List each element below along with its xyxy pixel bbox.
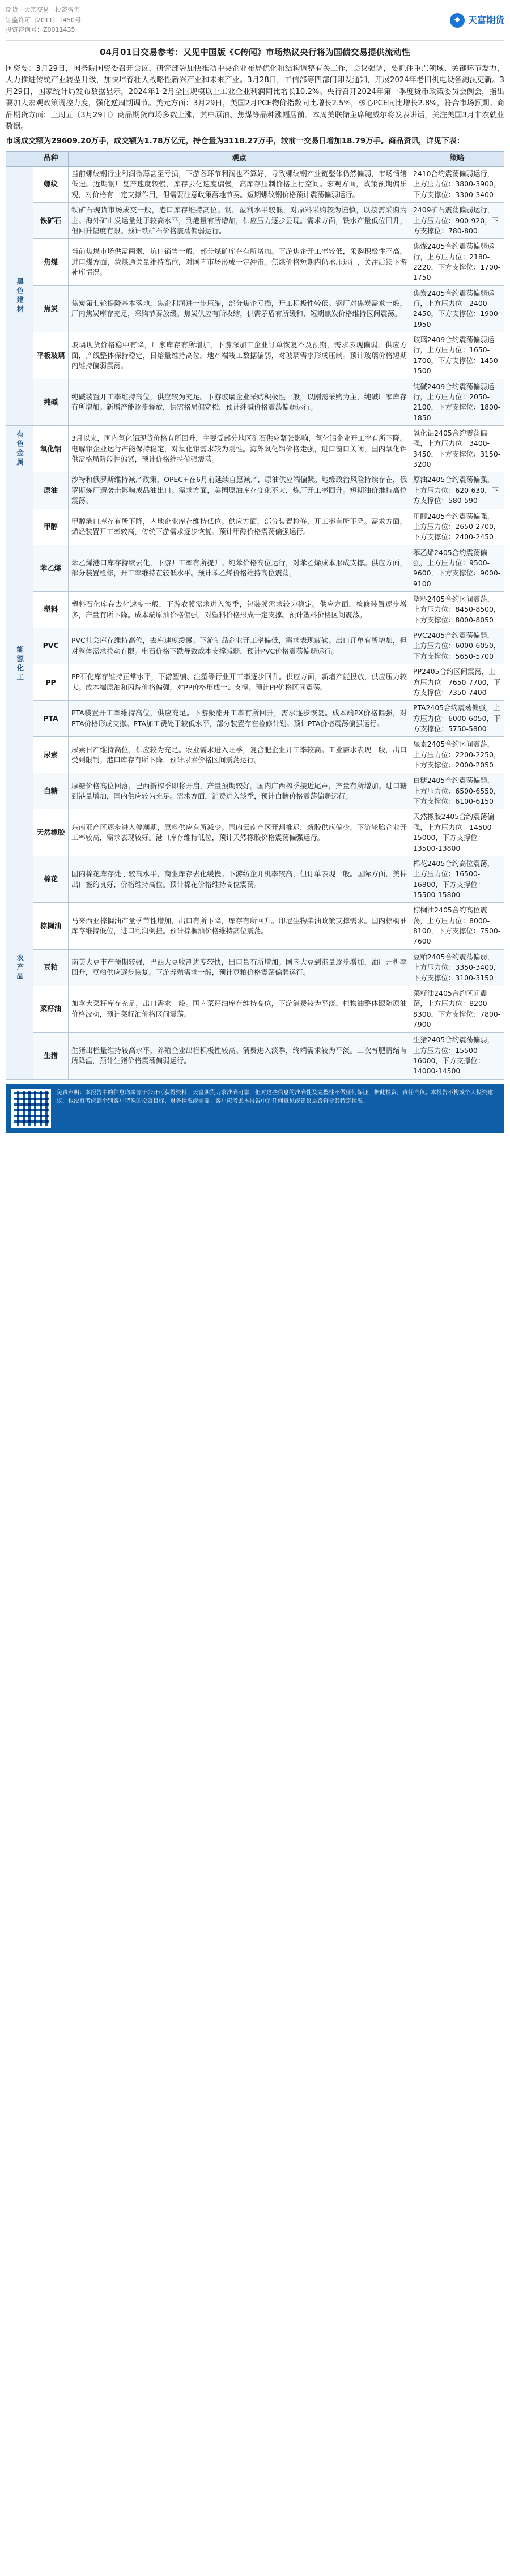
sector-cell: 有色金属 bbox=[6, 425, 33, 472]
variety-cell: 纯碱 bbox=[33, 379, 69, 425]
strategy-cell: 玻璃2409合约震荡偏弱运行，上方压力位：1650-1700，下方支撑位：1450-1500 bbox=[410, 332, 504, 379]
strategy-cell: 天然橡胶2405合约震荡偏强，上方压力位：14500-15000，下方支撑位：13500-13800 bbox=[410, 809, 504, 856]
view-cell: 东南亚产区逐步进入停割期，原料供应有所减少。国内云南产区开割推迟，新胶供应偏少。下游轮胎企业开工率较高，需求表现较好。港口库存维持低位，预计天然橡胶价格震荡偏强运行。 bbox=[69, 809, 410, 856]
strategy-cell: 塑料2405合约区间震荡，上方压力位：8450-8500，下方支撑位：8000-8050 bbox=[410, 592, 504, 628]
variety-cell: 螺纹 bbox=[33, 167, 69, 203]
strategy-cell: 豆粕2405合约震荡偏弱，上方压力位：3350-3400，下方支撑位：3100-3150 bbox=[410, 949, 504, 986]
variety-cell: 天然橡胶 bbox=[33, 809, 69, 856]
view-cell: 当前螺纹钢行业利润微薄甚至亏损，下游各环节利润也不算好，导致螺纹钢产业链整体仍然偏弱，市场情绪低迷。近期钢厂复产速度较慢，库存去化速度偏慢，高库存压制价格上行空间。宏观方面，政策预期偏乐观，对价格有一定支撑作用，但需要注意政策落地节奏。短期螺纹钢价格预计震荡偏弱运行。 bbox=[69, 167, 410, 203]
overview-paragraph: 国资要：3月29日，国务院国资委召开会议，研究部署加快推动中央企业布局优化和结构调整有关工作，会议强调，要抓住重点领域、关键环节发力，大力推进传统产业转型升级，加快培育壮大战略性新兴产业和未来产业。3月28日，工信部等四部门印发通知，开展2024年老旧机电设备淘汰更新。3月29日，国家统计局发布数据显示，2024年1-2月全国规模以上工业企业利润同比增长10.2%。央行召开2024年第一季度货币政策委员会例会，指出要加大宏观政策调控力度，强化逆周期调节。美元方面：3月29日，美国2月PCE物价指数同比增长2.5%，核心PCE同比增长2.8%，符合市场预期。商品期货方面：上周五（3月29日）商品期货市场多数上涨，其中原油、焦煤等品种涨幅居前。本周美联储主席鲍威尔将发表讲话，关注美国3月非农就业数据。 bbox=[6, 64, 504, 131]
variety-cell: 棉花 bbox=[33, 856, 69, 902]
header-meta-line: 证监许可〔2011〕1450号 bbox=[6, 16, 81, 24]
view-cell: 原糖价格高位回落，巴西新榨季即将开启，产量预期较好。国内广西榨季接近尾声，产量有所增加。进口糖到港量增加，国内供应较为充足。需求方面，消费进入淡季，预计白糖价格震荡偏弱运行。 bbox=[69, 773, 410, 809]
table-row bbox=[6, 472, 504, 509]
header-meta bbox=[6, 5, 81, 35]
view-cell: 焦炭第七轮提降基本落地，焦企利润进一步压缩，部分焦企亏损，开工积极性较低。钢厂对焦炭需求一般，厂内焦炭库存充足，采购节奏放缓。焦炭供应有所收缩，供需矛盾有所缓和，短期焦炭价格维持区间震荡。 bbox=[69, 285, 410, 332]
column-header-variety: 品种 bbox=[33, 152, 69, 167]
strategy-cell: 棕榈油2405合约高位震荡，上方压力位：8000-8100，下方支撑位：7500-7600 bbox=[410, 903, 504, 949]
table-row bbox=[6, 425, 504, 472]
variety-cell: PTA bbox=[33, 701, 69, 737]
column-header-strategy: 策略 bbox=[410, 152, 504, 167]
view-cell: 生猪出栏量维持较高水平，养殖企业出栏积极性较高。消费进入淡季，终端需求较为平淡。二次育肥情绪有所降温，预计生猪价格震荡偏弱运行。 bbox=[69, 1033, 410, 1079]
brand-icon: ◆ bbox=[450, 13, 465, 28]
table-row bbox=[6, 332, 504, 379]
strategy-cell: 氧化铝2405合约震荡偏强，上方压力位：3400-3450，下方支撑位：3150-3200 bbox=[410, 425, 504, 472]
table-row bbox=[6, 986, 504, 1032]
variety-cell: 尿素 bbox=[33, 737, 69, 773]
table-body bbox=[6, 167, 504, 1080]
view-cell: 甲醇港口库存有所下降，内地企业库存维持低位。供应方面，部分装置检修，开工率有所下降。需求方面，烯烃装置开工率较高，传统下游需求逐步恢复。预计甲醇价格震荡偏强运行。 bbox=[69, 509, 410, 545]
variety-cell: 白糖 bbox=[33, 773, 69, 809]
strategy-cell: 尿素2405合约区间震荡，上方压力位：2200-2250，下方支撑位：2000-2050 bbox=[410, 737, 504, 773]
brand-logo bbox=[450, 13, 504, 28]
view-cell: PTA装置开工率维持高位，供应充足。下游聚酯开工率有所回升，需求逐步恢复。成本端PX价格偏强，对PTA价格形成支撑。PTA加工费处于较低水平，部分装置存在检修计划。预计PTA价格震荡偏强运行。 bbox=[69, 701, 410, 737]
column-header-view: 观点 bbox=[69, 152, 410, 167]
table-row bbox=[6, 167, 504, 203]
table-row bbox=[6, 203, 504, 239]
strategy-cell: 生猪2405合约震荡偏弱，上方压力位：15500-16000，下方支撑位：14000-14500 bbox=[410, 1033, 504, 1079]
variety-cell: 塑料 bbox=[33, 592, 69, 628]
table-row bbox=[6, 509, 504, 545]
variety-cell: 焦煤 bbox=[33, 239, 69, 285]
view-cell: PVC社会库存维持高位，去库速度缓慢。下游制品企业开工率偏低，需求表现疲软。出口订单有所增加，但对整体需求拉动有限。电石价格下跌导致成本支撑减弱，预计PVC价格震荡偏弱运行。 bbox=[69, 628, 410, 664]
strategy-cell: 焦煤2405合约震荡偏弱运行，上方压力位：2180-2220，下方支撑位：1700-1750 bbox=[410, 239, 504, 285]
table-row bbox=[6, 773, 504, 809]
strategy-cell: PP2405合约区间震荡，上方压力位：7650-7700，下方支撑位：7350-7400 bbox=[410, 664, 504, 701]
table-row bbox=[6, 701, 504, 737]
strategy-cell: 纯碱2409合约震荡偏弱运行，上方压力位：2050-2100，下方支撑位：1800-1850 bbox=[410, 379, 504, 425]
sector-cell: 农产品 bbox=[6, 856, 33, 1079]
variety-cell: 原油 bbox=[33, 472, 69, 509]
strategy-cell: 焦炭2405合约震荡偏弱运行，上方压力位：2400-2450，下方支撑位：1900-1950 bbox=[410, 285, 504, 332]
commodity-table bbox=[6, 151, 504, 1080]
variety-cell: 氧化铝 bbox=[33, 425, 69, 472]
variety-cell: PP bbox=[33, 664, 69, 701]
qr-code-icon bbox=[11, 1089, 51, 1128]
strategy-cell: 苯乙烯2405合约震荡偏强，上方压力位：9500-9600，下方支撑位：9000-9100 bbox=[410, 545, 504, 591]
view-cell: 南美大豆丰产预期较强，巴西大豆收割进度较快，出口量有所增加。国内大豆到港量逐步增加，油厂开机率回升，豆粕供应逐步恢复。下游养殖需求一般，预计豆粕价格震荡偏弱运行。 bbox=[69, 949, 410, 986]
variety-cell: 甲醇 bbox=[33, 509, 69, 545]
table-row bbox=[6, 628, 504, 664]
header-meta-line: 投资咨询号：Z0011435 bbox=[6, 26, 75, 34]
brand-name: 天富期货 bbox=[468, 14, 504, 25]
strategy-cell: 甲醇2405合约震荡偏强，上方压力位：2650-2700，下方支撑位：2400-2450 bbox=[410, 509, 504, 545]
strategy-cell: 白糖2405合约震荡偏弱，上方压力位：6500-6550，下方支撑位：6100-6150 bbox=[410, 773, 504, 809]
table-row bbox=[6, 239, 504, 285]
table-row bbox=[6, 285, 504, 332]
view-cell: 纯碱装置开工率维持高位，供应较为充足。下游玻璃企业采购积极性一般，以刚需采购为主，纯碱厂家库存有所增加。新增产能逐步释放，供需格局偏宽松，预计纯碱价格震荡偏弱运行。 bbox=[69, 379, 410, 425]
view-cell: 沙特和俄罗斯维持减产政策，OPEC+在6月前延续自愿减产，原油供应端偏紧。地缘政治风险持续存在，俄罗斯炼厂遭袭击影响成品油出口。需求方面，美国原油库存变化不大，炼厂开工率回升。短期油价维持高位震荡。 bbox=[69, 472, 410, 509]
strategy-cell: 2410合约震荡偏弱运行，上方压力位：3800-3900，下方支撑位：3300-3400 bbox=[410, 167, 504, 203]
variety-cell: 焦炭 bbox=[33, 285, 69, 332]
table-row bbox=[6, 1033, 504, 1079]
variety-cell: 生猪 bbox=[33, 1033, 69, 1079]
strategy-cell: 菜籽油2405合约区间震荡，上方压力位：8200-8300，下方支撑位：7800-7900 bbox=[410, 986, 504, 1032]
variety-cell: 苯乙烯 bbox=[33, 545, 69, 591]
view-cell: 玻璃现货价格稳中有降，厂家库存有所增加，下游深加工企业订单恢复不及预期，需求表现偏弱。供应方面，产线整体保持稳定，日熔量维持高位。地产端竣工数据偏弱，对玻璃需求形成压制。预计玻璃价格短期内维持偏弱震荡。 bbox=[69, 332, 410, 379]
view-cell: 马来西亚棕榈油产量季节性增加，出口有所下降，库存有所回升。印尼生物柴油政策支撑需求。国内棕榈油库存维持低位，进口利润倒挂。预计棕榈油价格维持高位震荡。 bbox=[69, 903, 410, 949]
table-row bbox=[6, 379, 504, 425]
view-cell: PP石化库存维持正常水平，下游塑编、注塑等行业开工率逐步回升。供应方面，新增产能投放，供应压力较大。成本端原油和丙烷价格偏强，对PP价格形成一定支撑。预计PP价格区间震荡。 bbox=[69, 664, 410, 701]
variety-cell: 菜籽油 bbox=[33, 986, 69, 1032]
strategy-cell: 原油2405合约震荡偏强，上方压力位：620-630，下方支撑位：580-590 bbox=[410, 472, 504, 509]
column-header-sector bbox=[6, 152, 33, 167]
header-meta-line: 期货 · 大宗交易 · 投资咨询 bbox=[6, 6, 80, 14]
top-bar bbox=[6, 0, 504, 41]
variety-cell: PVC bbox=[33, 628, 69, 664]
table-row bbox=[6, 664, 504, 701]
table-row bbox=[6, 856, 504, 902]
variety-cell: 平板玻璃 bbox=[33, 332, 69, 379]
view-cell: 加拿大菜籽库存充足，出口需求一般。国内菜籽油库存维持高位，下游消费较为平淡。植物油整体跟随原油价格波动，预计菜籽油价格区间震荡。 bbox=[69, 986, 410, 1032]
sector-cell: 能源化工 bbox=[6, 472, 33, 856]
market-summary: 市场成交额为29609.20万手，成交额为1.78万亿元，持仓量为3118.27万手，较前一交易日增加18.79万手。商品资讯，详见下表： bbox=[6, 137, 465, 146]
table-row bbox=[6, 949, 504, 986]
view-cell: 尿素日产维持高位，供应较为充足。农业需求进入旺季，复合肥企业开工率较高。工业需求表现一般，出口受到限制。港口库存有所下降，预计尿素价格区间震荡运行。 bbox=[69, 737, 410, 773]
table-row bbox=[6, 903, 504, 949]
disclaimer-text: 免责声明：本报告中的信息均来源于公开可获得资料，天富期货力求准确可靠，但对这些信息的准确性及完整性不做任何保证，据此投资，责任自负。本报告不构成个人投资建议，也没有考虑到个别客户特殊的投资目标、财务状况或需要。客户应考虑本报告中的任何意见或建议是否符合其特定状况。 bbox=[57, 1089, 493, 1104]
strategy-cell: PVC2405合约震荡偏弱，上方压力位：6000-6050，下方支撑位：5650-5700 bbox=[410, 628, 504, 664]
sector-cell: 黑色建材 bbox=[6, 167, 33, 426]
view-cell: 国内棉花库存处于较高水平，商业库存去化缓慢。下游纺企开机率较高，但订单表现一般。国际方面，美棉出口签约良好，价格维持高位。预计棉花价格维持高位震荡。 bbox=[69, 856, 410, 902]
view-cell: 3月以来，国内氧化铝现货价格有所回升，主要受部分地区矿石供应紧张影响，氧化铝企业开工率有所下降。电解铝企业运行产能保持稳定，对氧化铝需求较为刚性。海外氧化铝价格走强，进口窗口关闭，国内氧化铝供需格局阶段性偏紧，预计价格维持偏强震荡。 bbox=[69, 425, 410, 472]
view-cell: 铁矿石现货市场成交一般，港口库存维持高位。钢厂盈利水平较低，对原料采购较为谨慎，以按需采购为主。海外矿山发运量处于较高水平，到港量有所增加，供应压力逐步显现。需求方面，铁水产量低位回升，但回升幅度有限。预计铁矿石价格震荡偏弱运行。 bbox=[69, 203, 410, 239]
view-cell: 苯乙烯港口库存持续去化，下游开工率有所提升。纯苯价格高位运行，对苯乙烯成本形成支撑。供应方面，部分装置检修，开工率维持在较低水平。预计苯乙烯价格维持高位震荡。 bbox=[69, 545, 410, 591]
table-row bbox=[6, 592, 504, 628]
table-row bbox=[6, 545, 504, 591]
table-row bbox=[6, 809, 504, 856]
variety-cell: 棕榈油 bbox=[33, 903, 69, 949]
table-row bbox=[6, 737, 504, 773]
footer bbox=[6, 1084, 504, 1133]
view-cell: 塑料石化库存去化速度一般，下游农膜需求进入淡季，包装膜需求较为稳定。供应方面，检修装置逐步增多，产量有所下降。成本端原油价格偏强，对塑料价格形成一定支撑。预计塑料价格区间震荡。 bbox=[69, 592, 410, 628]
table-header-row bbox=[6, 152, 504, 167]
page-title: 04月01日交易参考：又见中国版《C传闻》市场热议央行将为国债交易提供流动性 bbox=[100, 47, 410, 57]
strategy-cell: PTA2405合约震荡偏强，上方压力位：6000-6050，下方支撑位：5750-5800 bbox=[410, 701, 504, 737]
view-cell: 当前焦煤市场供需两弱，坑口销售一般，部分煤矿库存有所增加。下游焦企开工率较低，采购积极性不高。进口煤方面，蒙煤通关量维持高位，对国内市场形成一定冲击。焦煤价格短期内仍承压运行，关注后续下游补库情况。 bbox=[69, 239, 410, 285]
variety-cell: 豆粕 bbox=[33, 949, 69, 986]
strategy-cell: 2409矿石震荡偏弱运行，上方压力位：900-920，下方支撑位：780-800 bbox=[410, 203, 504, 239]
variety-cell: 铁矿石 bbox=[33, 203, 69, 239]
strategy-cell: 棉花2405合约高位震荡，上方压力位：16500-16800，下方支撑位：15500-15800 bbox=[410, 856, 504, 902]
